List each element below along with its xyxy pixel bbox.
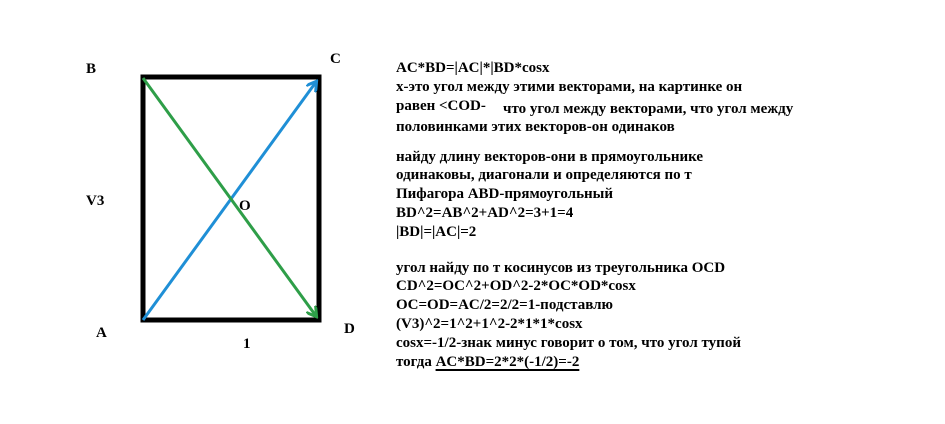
note-line: cosx=-1/2-знак минус говорит о том, что угол тупой bbox=[396, 335, 741, 351]
final-prefix: тогда bbox=[396, 354, 432, 370]
note-line: угол найду по т косинусов из треугольника OCD bbox=[396, 260, 726, 276]
note-line: х-это угол между этими векторами, на картинке он bbox=[396, 79, 743, 95]
vertex-label-c: C bbox=[330, 51, 341, 67]
side-label-left: V3 bbox=[86, 193, 105, 209]
center-label-o: O bbox=[239, 198, 251, 214]
note-line: CD^2=OC^2+OD^2-2*OC*OD*cosx bbox=[396, 278, 636, 294]
vector-bd bbox=[143, 78, 316, 316]
vertex-label-d: D bbox=[344, 321, 355, 337]
note-line: одинаковы, диагонали и определяются по т bbox=[396, 167, 692, 183]
note-line: |BD|=|AC|=2 bbox=[396, 224, 477, 240]
note-line: половинками этих векторов-он одинаков bbox=[396, 119, 675, 135]
note-line: что угол между векторами, что угол между bbox=[503, 101, 794, 117]
vertex-label-b: B bbox=[86, 61, 97, 77]
vector-ac bbox=[143, 82, 316, 320]
note-line: BD^2=AB^2+AD^2=3+1=4 bbox=[396, 205, 574, 221]
note-line: Пифагора ABD-прямоугольный bbox=[396, 186, 614, 202]
note-line: равен <COD- bbox=[396, 98, 486, 114]
note-line: найду длину векторов-они в прямоугольнике bbox=[396, 149, 704, 165]
note-line: AC*BD=|AC|*|BD*cosx bbox=[396, 60, 550, 76]
final-answer: AC*BD=2*2*(-1/2)=-2 bbox=[435, 354, 580, 370]
final-line bbox=[396, 353, 579, 371]
side-label-bottom: 1 bbox=[243, 336, 251, 352]
note-line: OC=OD=AC/2=2/2=1-подставлю bbox=[396, 297, 613, 313]
note-line: (V3)^2=1^2+1^2-2*1*1*cosx bbox=[396, 316, 583, 332]
vertex-label-a: A bbox=[96, 325, 107, 341]
